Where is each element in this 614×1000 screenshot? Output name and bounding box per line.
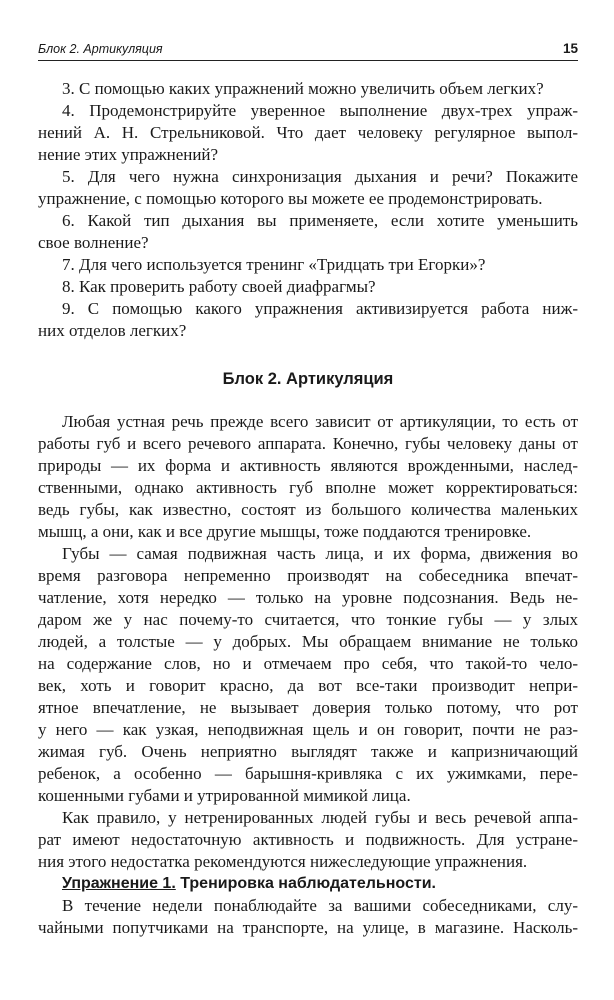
- exercise-heading: [38, 873, 578, 895]
- paragraph-2-line: жимая губ. Очень неприятно выглядят также и капризничающий: [38, 742, 578, 761]
- question-5-line-2: упражнение, с помощью которого вы можете ее продемонстрировать.: [38, 189, 543, 208]
- paragraph-3-line: ния этого недостатка рекомендуются нижеследующие упражнения.: [38, 852, 528, 871]
- paragraph-2-line: ребенок, а особенно — барышня-кривляка с их ужимками, пере-: [38, 764, 578, 783]
- question-4-line-1: 4. Продемонстрируйте уверенное выполнение двух-трех упраж-: [62, 101, 578, 120]
- paragraph-1-line: работы губ и всего речевого аппарата. Конечно, губы человеку даны от: [38, 434, 578, 453]
- paragraph-2-line: время разговора непременно производят на собеседника впечат-: [38, 566, 578, 585]
- question-9-line-1: 9. С помощью какого упражнения активизируется работа ниж-: [62, 299, 578, 318]
- paragraph-1-line: мышц, а они, как и все другие мышцы, тоже поддаются тренировке.: [38, 522, 532, 541]
- paragraph-2-line: на содержание слов, но и отмечаем про себя, что такой-то чело-: [38, 654, 578, 673]
- exercise-label: Упражнение 1.: [62, 875, 176, 892]
- question-6-line-2: свое волнение?: [38, 233, 149, 252]
- question-8-line-1: 8. Как проверить работу своей диафрагмы?: [62, 277, 376, 296]
- paragraph-2-line: ятное впечатление, не вызывает доверия только потому, что рот: [38, 698, 578, 717]
- paragraph-3-line: рат имеют недостаточную активность и подвижность. Для устране-: [38, 830, 578, 849]
- question-5-line-1: 5. Для чего нужна синхронизация дыхания и речи? Покажите: [62, 167, 578, 186]
- page-header: [38, 42, 578, 61]
- paragraph-1-line: ведь губы, как известно, состоят из большого количества маленьких: [38, 500, 578, 519]
- paragraph-2-line: Губы — самая подвижная часть лица, и их форма, движения во: [62, 544, 578, 563]
- body-text: [38, 411, 578, 939]
- exercise-text-line: В течение недели понаблюдайте за вашими собеседниками, слу-: [62, 896, 578, 915]
- paragraph-3-line: Как правило, у нетренированных людей губы и весь речевой аппа-: [62, 808, 578, 827]
- paragraph-2-line: людей, а толстые — у добрых. Мы обращаем внимание не только: [38, 632, 578, 651]
- question-4-line-2: нений А. Н. Стрельниковой. Что дает человеку регулярное выпол-: [38, 123, 578, 142]
- review-questions: [38, 78, 578, 342]
- page-number: 15: [562, 41, 578, 56]
- paragraph-2-line: кошенными губами и утрированной мимикой лица.: [38, 786, 411, 805]
- paragraph-2-line: у него — как узкая, неподвижная щель и он говорит, почти не раз-: [38, 720, 578, 739]
- paragraph-2-line: даром же у нас почему-то считается, что тонкие губы — у злых: [38, 610, 578, 629]
- exercise-title: Тренировка наблюдательности.: [180, 875, 436, 892]
- paragraph-1-line: ственными, однако активность губ вполне может корректироваться:: [38, 478, 578, 497]
- section-heading: Блок 2. Артикуляция: [222, 370, 394, 388]
- question-6-line-1: 6. Какой тип дыхания вы применяете, если хотите уменьшить: [62, 211, 578, 230]
- question-4-line-3: нение этих упражнений?: [38, 145, 219, 164]
- paragraph-2-line: век, хоть и говорит красно, да вот все-таки производит непри-: [38, 676, 578, 695]
- question-3-line-1: 3. С помощью каких упражнений можно увеличить объем легких?: [62, 79, 544, 98]
- paragraph-1-line: природы — их форма и активность являются врожденными, наслед-: [38, 456, 578, 475]
- running-title: Блок 2. Артикуляция: [38, 42, 163, 56]
- exercise-text-line: чайными попутчиками на транспорте, на улице, в магазине. Насколь-: [38, 918, 578, 937]
- question-7-line-1: 7. Для чего используется тренинг «Тридцать три Егорки»?: [62, 255, 486, 274]
- paragraph-2-line: чатление, хотя нередко — только на уровне подсознания. Ведь не-: [38, 588, 578, 607]
- paragraph-1-line: Любая устная речь прежде всего зависит от артикуляции, то есть от: [62, 412, 578, 431]
- question-9-line-2: них отделов легких?: [38, 321, 187, 340]
